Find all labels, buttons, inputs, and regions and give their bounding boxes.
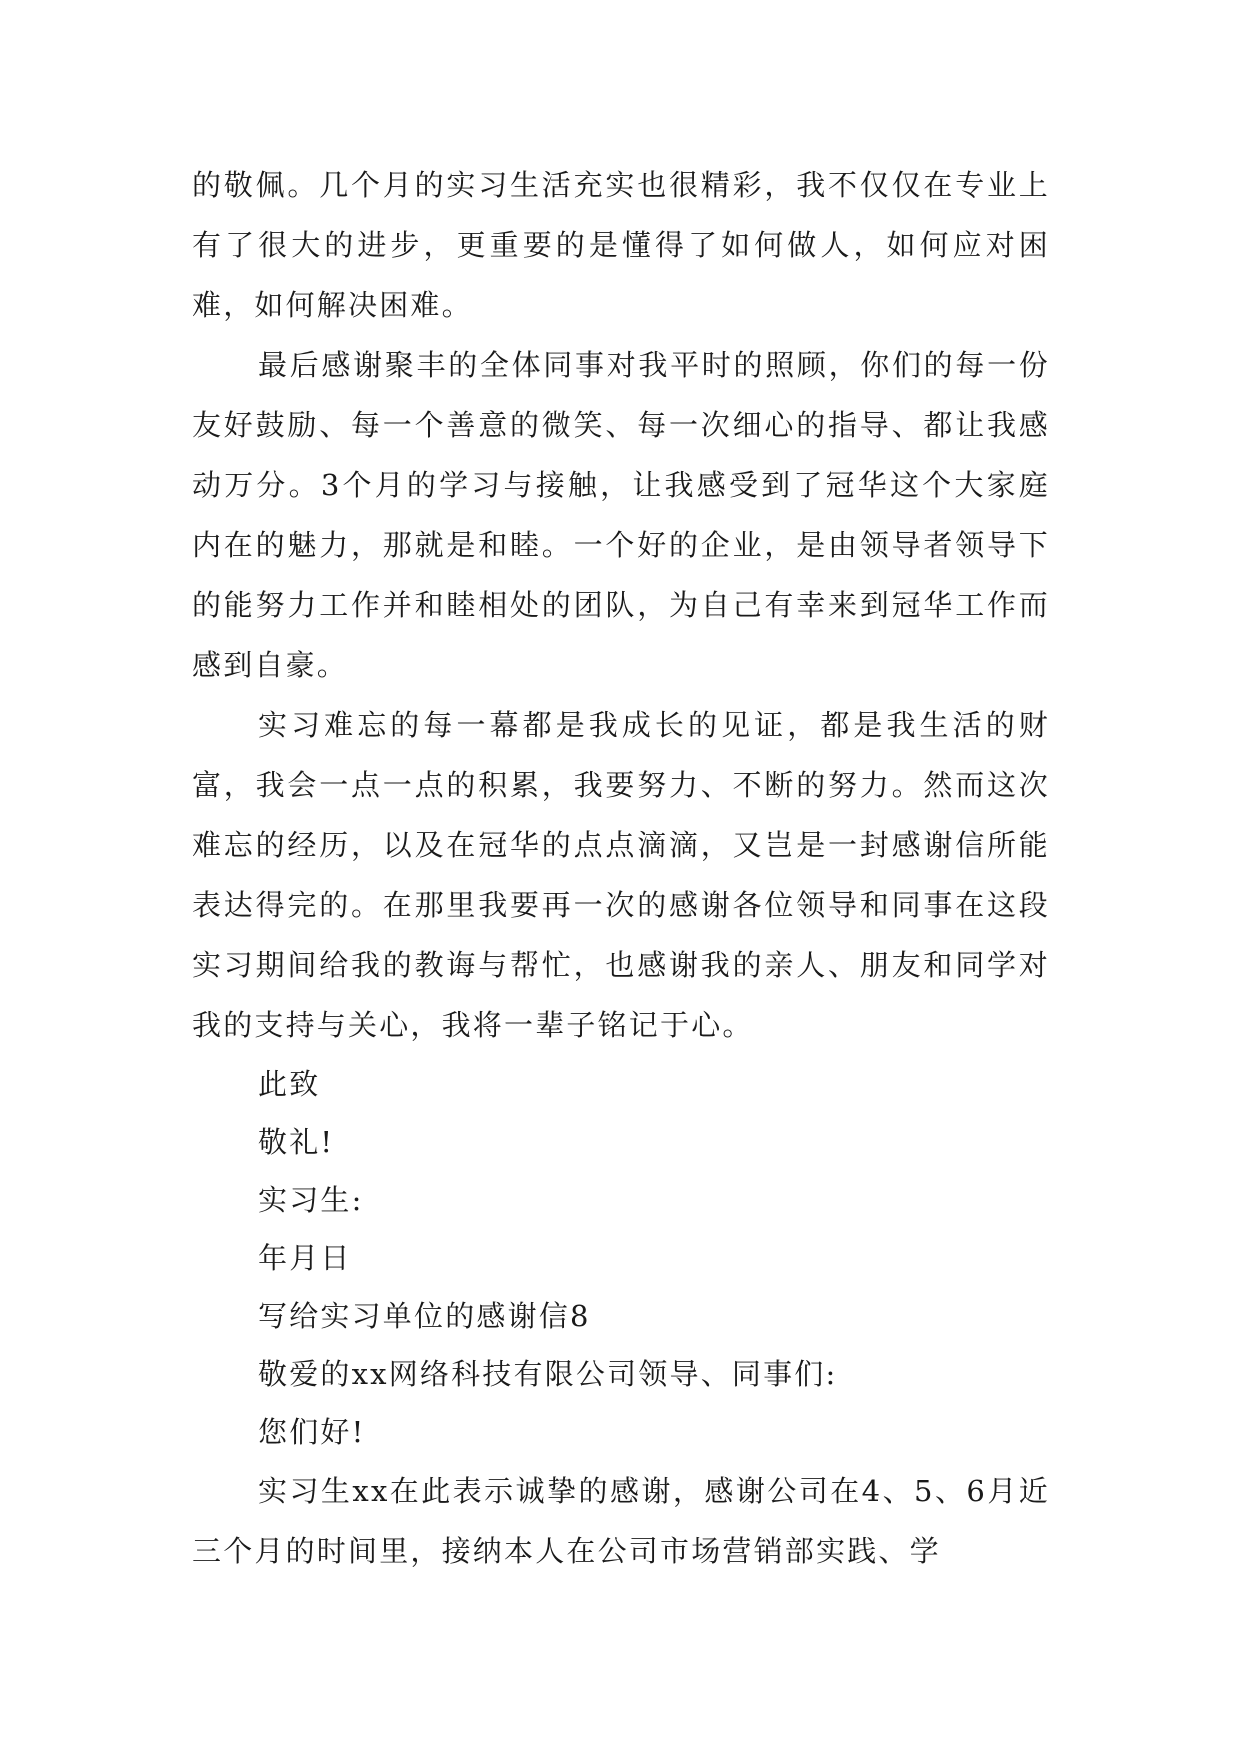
paragraph-1: 的敬佩。几个月的实习生活充实也很精彩，我不仅仅在专业上有了很大的进步，更重要的是懂得了如何做人，如何应对困难，如何解决困难。 bbox=[192, 168, 1050, 322]
paragraph-final: 实习生xx在此表示诚挚的感谢，感谢公司在4、5、6月近三个月的时间里，接纳本人在公司市场营销部实践、学 bbox=[192, 1474, 1050, 1568]
letter-greeting: 您们好! bbox=[258, 1415, 366, 1449]
closing-salutation: 此致 bbox=[258, 1067, 321, 1101]
paragraph-2: 最后感谢聚丰的全体同事对我平时的照顾，你们的每一份友好鼓励、每一个善意的微笑、每一次细心的指导、都让我感动万分。3个月的学习与接触，让我感受到了冠华这个大家庭内在的魅力，那就是和睦。一个好的企业，是由领导者领导下的能努力工作并和睦相处的团队，为自己有幸来到冠华工作而感到自豪。 bbox=[192, 348, 1050, 682]
signature-label: 实习生: bbox=[258, 1183, 364, 1217]
document-page bbox=[192, 155, 1050, 1581]
letter-title: 写给实习单位的感谢信8 bbox=[258, 1299, 591, 1333]
paragraph-3: 实习难忘的每一幕都是我成长的见证，都是我生活的财富，我会一点一点的积累，我要努力、不断的努力。然而这次难忘的经历，以及在冠华的点点滴滴，又岂是一封感谢信所能表达得完的。在那里我要再一次的感谢各位领导和同事在这段实习期间给我的教诲与帮忙，也感谢我的亲人、朋友和同学对我的支持与关心，我将一辈子铭记于心。 bbox=[192, 708, 1050, 1042]
closing-respect: 敬礼! bbox=[258, 1125, 335, 1159]
date-line: 年月日 bbox=[258, 1241, 352, 1275]
letter-recipient: 敬爱的xx网络科技有限公司领导、同事们: bbox=[258, 1357, 838, 1391]
